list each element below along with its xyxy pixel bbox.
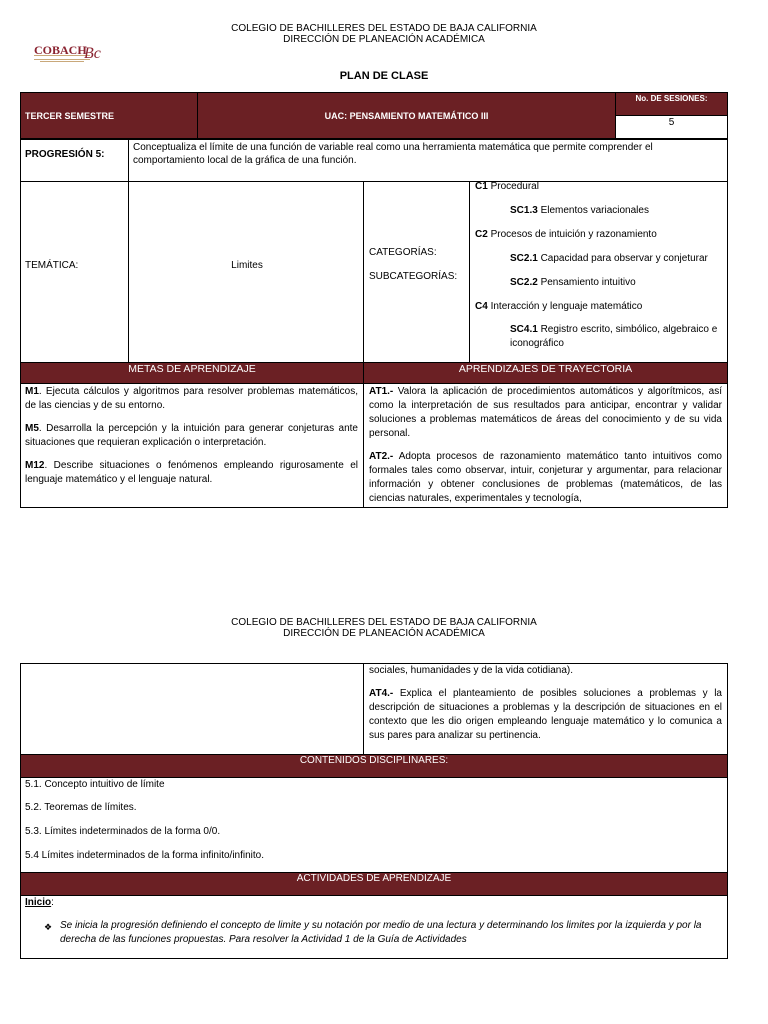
contenidos-header: CONTENIDOS DISCIPLINARES: [20,754,728,778]
progression-label-cell [20,139,129,182]
institution-name: COLEGIO DE BACHILLERES DEL ESTADO DE BAJA CALIFORNIA [231,23,537,34]
trayectoria-item: AT1.- Valora la aplicación de procedimientos automáticos y algorítmicos, así como la interpretación de sus resultados para anticipar, encontrar y validar soluciones a problemas matemáticos de áreas del conocimiento y de su vida personal. [369,386,722,439]
tematica-label-cell [20,181,129,363]
semester-cell: TERCER SEMESTRE [21,93,198,139]
trayectoria-cell [363,383,728,508]
categorias-label: CATEGORÍAS: [369,247,437,258]
inicio-label: Inicio: [25,897,54,908]
contenido-item: 5.1. Concepto intuitivo de límite [25,779,165,790]
sessions-value: 5 [616,116,728,139]
inicio-bullet-text: Se inicia la progresión definiendo el concepto de limite y su notación por medio de una lectura y determinando los limites por la izquierda y por la derecha de las funciones propuestas. Para resolver la Actividad 1 de la Guía de Actividades [60,920,702,945]
metas-cell [20,383,364,508]
department-name: DIRECCIÓN DE PLANEACIÓN ACADÉMICA [283,34,485,45]
progression-label: PROGRESIÓN 5: [25,149,105,160]
contenido-item: 5.4 Límites indeterminados de la forma infinito/infinito. [25,850,265,861]
uac-cell: UAC: PENSAMIENTO MATEMÁTICO III [198,93,616,139]
department-name-p2: DIRECCIÓN DE PLANEACIÓN ACADÉMICA [283,628,485,639]
logo-mark-icon [82,40,106,64]
tematica-value-cell [128,181,364,363]
category-item: C2 Procesos de intuición y razonamiento [475,229,657,240]
bullet-icon: ❖ [44,922,53,932]
subcategory-item: SC4.1 Registro escrito, simbólico, algebraico e iconográfico [510,324,718,349]
progression-text-cell [128,139,728,182]
metas-cell-continued [20,663,364,755]
meta-item: M1. Ejecuta cálculos y algoritmos para resolver problemas matemáticos, de las ciencias y de su entorno. [25,386,358,411]
institution-name-p2: COLEGIO DE BACHILLERES DEL ESTADO DE BAJA CALIFORNIA [231,617,537,628]
categorias-cell [363,181,470,363]
trayectoria-header: APRENDIZAJES DE TRAYECTORIA [363,362,728,384]
actividades-header: ACTIVIDADES DE APRENDIZAJE [20,872,728,896]
logo-text: COBACH [34,43,87,57]
categories-list-cell [469,181,728,363]
subcategorias-label: SUBCATEGORÍAS: [369,271,458,282]
metas-header: METAS DE APRENDIZAJE [20,362,364,384]
trayectoria-continuation: sociales, humanidades y de la vida cotidiana). [369,665,574,676]
actividades-cell [20,895,728,959]
trayectoria-item: AT2.- Adopta procesos de razonamiento matemático tanto intuitivos como formales tales como observar, intuir, conjeturar y argumentar, para relacionar información y obtener conclusiones de problemas (matemáticos, de las ciencias naturales, experimentales y tecnología, [369,451,722,504]
tematica-label: TEMÁTICA: [25,260,79,271]
contenidos-cell [20,777,728,873]
meta-item: M5. Desarrolla la percepción y la intuición para generar conjeturas ante situaciones que requieran explicación o interpretación. [25,423,358,448]
subcategory-item: SC1.3 Elementos variacionales [510,205,649,216]
category-item: C4 Interacción y lenguaje matemático [475,301,643,312]
subcategory-item: SC2.2 Pensamiento intuitivo [510,277,636,288]
cobach-logo [34,42,104,66]
logo-mark: Bc [84,45,101,62]
logo-underline-2 [40,61,84,62]
meta-item: M12. Describe situaciones o fenómenos empleando rigurosamente el lenguaje matemático y el lenguaje natural. [25,460,358,485]
sessions-label: No. DE SESIONES: [616,93,728,116]
tematica-value: Limites [231,260,263,271]
doc-title: PLAN DE CLASE [339,70,429,82]
contenido-item: 5.3. Límites indeterminados de la forma 0/0. [25,826,221,837]
trayectoria-cell-continued [363,663,728,755]
contenido-item: 5.2. Teoremas de límites. [25,802,137,813]
category-item: C1 Procedural [475,181,539,192]
header-table [20,92,728,139]
trayectoria-item: AT4.- Explica el planteamiento de posibles soluciones a problemas y la descripción de situaciones a problemas y la descripción de situaciones en el contexto que les dio origen empleando lenguaje matemático y lo comunica a sus pares para analizar su pertinencia. [369,688,722,741]
subcategory-item: SC2.1 Capacidad para observar y conjeturar [510,253,708,264]
progression-text: Conceptualiza el límite de una función de variable real como una herramienta matemática que permite comprender el comportamiento local de la gráfica de una función. [133,142,653,166]
